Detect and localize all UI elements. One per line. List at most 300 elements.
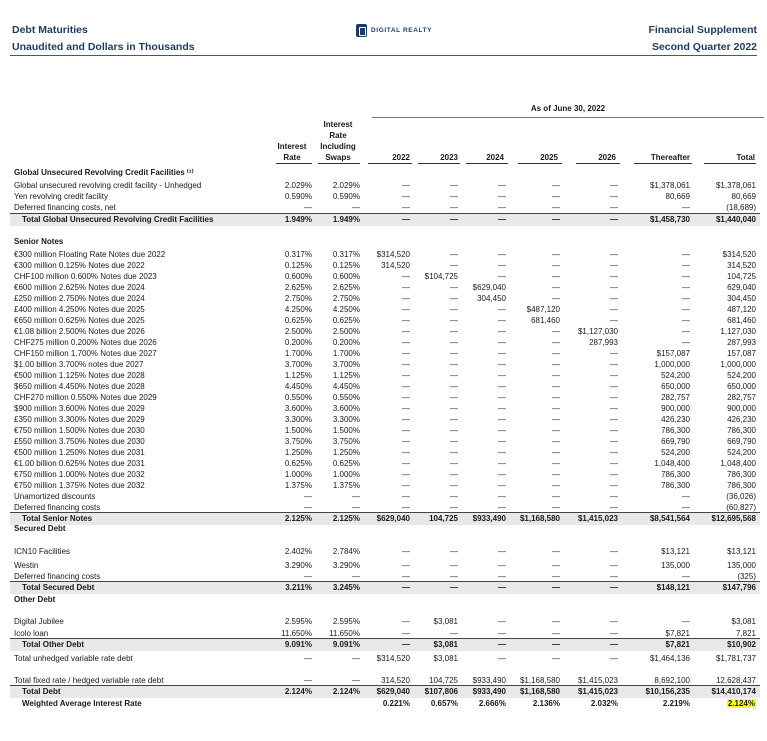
- cell-y2025: —: [552, 629, 560, 638]
- cell-y2025: —: [552, 338, 560, 347]
- row-label: Senior Notes: [14, 237, 64, 246]
- cell-thereafter: —: [682, 327, 690, 336]
- cell-thereafter: —: [682, 338, 690, 347]
- cell-y2025: —: [552, 192, 560, 201]
- cell-y2026: $1,127,030: [577, 327, 618, 336]
- cell-swaps: 0.590%: [332, 192, 360, 201]
- section-heading: [10, 167, 760, 178]
- cell-rate: 3.211%: [285, 583, 312, 592]
- cell-total: 287,993: [727, 338, 756, 347]
- cell-y2023: —: [450, 250, 458, 259]
- cell-y2026: 2.032%: [590, 699, 618, 708]
- cell-y2026: —: [610, 561, 618, 570]
- cell-y2026: —: [610, 448, 618, 457]
- cell-y2026: —: [610, 192, 618, 201]
- cell-thereafter: —: [682, 503, 690, 512]
- row-label: CHF150 million 1.700% Notes due 2027: [14, 349, 157, 358]
- cell-y2023: 104,725: [429, 514, 458, 523]
- cell-thereafter: 524,200: [661, 371, 690, 380]
- cell-y2022: —: [402, 349, 410, 358]
- cell-thereafter: —: [682, 203, 690, 212]
- row-label: CHF275 million 0.200% Notes due 2026: [14, 338, 157, 347]
- cell-y2024: —: [498, 181, 506, 190]
- cell-swaps: 0.317%: [332, 250, 360, 259]
- cell-swaps: —: [352, 503, 360, 512]
- cell-swaps: 4.450%: [332, 382, 360, 391]
- cell-rate: 2.625%: [284, 283, 312, 292]
- table-row: [10, 458, 760, 469]
- cell-rate: 3.290%: [284, 561, 312, 570]
- cell-total: 786,300: [727, 470, 756, 479]
- cell-total: $3,081: [731, 617, 756, 626]
- cell-swaps: 3.245%: [332, 583, 360, 592]
- col-header-2025: 2025: [540, 153, 558, 162]
- cell-thereafter: 786,300: [661, 470, 690, 479]
- cell-y2023: $3,081: [433, 617, 458, 626]
- cell-total: 12,628,437: [715, 676, 756, 685]
- cell-rate: 11.650%: [281, 629, 312, 638]
- cell-y2023: —: [450, 426, 458, 435]
- section-heading: [10, 594, 760, 605]
- cell-y2025: —: [552, 203, 560, 212]
- cell-rate: 4.250%: [284, 305, 312, 314]
- cell-y2025: —: [552, 426, 560, 435]
- cell-y2026: —: [610, 617, 618, 626]
- cell-total: 304,450: [727, 294, 756, 303]
- cell-y2024: —: [498, 437, 506, 446]
- row-label: £550 million 3.750% Notes due 2030: [14, 437, 145, 446]
- cell-y2024: —: [498, 215, 506, 224]
- cell-rate: 1.949%: [284, 215, 312, 224]
- cell-y2025: —: [552, 404, 560, 413]
- cell-thereafter: 900,000: [661, 404, 690, 413]
- cell-total: 786,300: [727, 481, 756, 490]
- cell-rate: —: [304, 503, 312, 512]
- cell-y2026: —: [610, 654, 618, 663]
- cell-swaps: 2.029%: [332, 181, 360, 190]
- cell-y2026: —: [610, 583, 618, 592]
- row-label: Total Senior Notes: [22, 514, 93, 523]
- cell-total: 426,230: [727, 415, 756, 424]
- cell-rate: —: [304, 492, 312, 501]
- cell-y2023: —: [450, 215, 458, 224]
- row-label: €650 million 0.625% Notes due 2025: [14, 316, 145, 325]
- cell-y2023: 104,725: [429, 676, 458, 685]
- cell-y2024: —: [498, 572, 506, 581]
- cell-y2026: $1,415,023: [577, 687, 618, 696]
- cell-thereafter: $8,541,564: [649, 514, 690, 523]
- cell-swaps: 0.550%: [332, 393, 360, 402]
- cell-swaps: 3.750%: [332, 437, 360, 446]
- cell-y2025: —: [552, 382, 560, 391]
- cell-total: $314,520: [722, 250, 756, 259]
- cell-total: 1,048,400: [720, 459, 756, 468]
- row-label: €750 million 1.500% Notes due 2030: [14, 426, 145, 435]
- cell-y2025: —: [552, 181, 560, 190]
- cell-swaps: —: [352, 492, 360, 501]
- cell-y2026: —: [610, 426, 618, 435]
- cell-y2022: —: [402, 360, 410, 369]
- cell-thereafter: 650,000: [661, 382, 690, 391]
- cell-y2026: —: [610, 629, 618, 638]
- row-label: Total Other Debt: [22, 640, 85, 649]
- cell-y2025: —: [552, 283, 560, 292]
- cell-y2025: $1,168,580: [519, 687, 560, 696]
- cell-y2024: —: [498, 561, 506, 570]
- cell-total: (36,026): [726, 492, 756, 501]
- supplement-period: Second Quarter 2022: [651, 41, 757, 53]
- cell-y2022: —: [402, 338, 410, 347]
- cell-y2026: —: [610, 459, 618, 468]
- cell-y2023: —: [450, 203, 458, 212]
- cell-y2022: —: [402, 404, 410, 413]
- cell-y2022: —: [402, 327, 410, 336]
- cell-thereafter: —: [682, 294, 690, 303]
- col-header-thereafter: Thereafter: [650, 153, 690, 162]
- row-label: Deferred financing costs: [14, 572, 101, 581]
- cell-y2026: —: [610, 437, 618, 446]
- cell-y2023: $107,806: [424, 687, 458, 696]
- cell-y2025: —: [552, 481, 560, 490]
- cell-y2025: —: [552, 448, 560, 457]
- cell-y2025: —: [552, 371, 560, 380]
- cell-y2022: $629,040: [376, 687, 410, 696]
- row-label: Total fixed rate / hedged variable rate debt: [14, 676, 164, 685]
- cell-y2022: —: [402, 272, 410, 281]
- cell-total: (18,689): [726, 203, 756, 212]
- cell-y2026: —: [610, 393, 618, 402]
- cell-y2024: —: [498, 371, 506, 380]
- cell-thereafter: $157,087: [656, 349, 690, 358]
- cell-y2024: $933,490: [472, 676, 506, 685]
- cell-total: 786,300: [727, 426, 756, 435]
- cell-thereafter: 80,669: [665, 192, 690, 201]
- cell-rate: 3.600%: [284, 404, 312, 413]
- cell-total: 669,790: [727, 437, 756, 446]
- cell-rate: 3.300%: [284, 415, 312, 424]
- cell-y2024: $933,490: [472, 687, 506, 696]
- cell-y2022: —: [402, 393, 410, 402]
- cell-y2024: —: [498, 654, 506, 663]
- cell-y2022: $314,520: [376, 250, 410, 259]
- weighted-average-row: [10, 698, 760, 709]
- total-row: [10, 639, 760, 651]
- cell-y2025: —: [552, 415, 560, 424]
- cell-total: 629,040: [727, 283, 756, 292]
- cell-y2025: —: [552, 583, 560, 592]
- cell-y2026: —: [610, 360, 618, 369]
- row-label: Total Global Unsecured Revolving Credit Facilities: [22, 215, 214, 224]
- cell-y2023: —: [450, 360, 458, 369]
- cell-rate: 4.450%: [284, 382, 312, 391]
- cell-y2023: —: [450, 459, 458, 468]
- cell-y2024: $933,490: [472, 514, 506, 523]
- cell-thereafter: 1,048,400: [654, 459, 690, 468]
- cell-total: $10,902: [727, 640, 756, 649]
- col-header-swaps: Interest Rate Including Swaps: [320, 120, 356, 162]
- cell-y2022: —: [402, 203, 410, 212]
- cell-rate: 2.750%: [284, 294, 312, 303]
- cell-rate: 1.375%: [284, 481, 312, 490]
- table-row: [10, 315, 760, 326]
- table-row: [10, 293, 760, 304]
- row-label: CHF270 million 0.550% Notes due 2029: [14, 393, 157, 402]
- cell-y2026: —: [610, 503, 618, 512]
- cell-y2024: —: [498, 503, 506, 512]
- cell-total: 314,520: [727, 261, 756, 270]
- table-row: [10, 326, 760, 337]
- cell-y2026: $1,415,023: [577, 676, 618, 685]
- row-label: Secured Debt: [14, 524, 66, 533]
- total-row: [10, 582, 760, 594]
- cell-rate: 0.317%: [284, 250, 312, 259]
- cell-total: 80,669: [731, 192, 756, 201]
- cell-y2024: —: [498, 338, 506, 347]
- row-label: Total unhedged variable rate debt: [14, 654, 133, 663]
- cell-y2024: 2.666%: [478, 699, 506, 708]
- row-label: Deferred financing costs: [14, 503, 101, 512]
- cell-y2022: $629,040: [376, 514, 410, 523]
- cell-swaps: 2.125%: [332, 514, 360, 523]
- cell-y2022: —: [402, 547, 410, 556]
- cell-y2024: —: [498, 192, 506, 201]
- table-row: [10, 469, 760, 480]
- cell-y2022: —: [402, 371, 410, 380]
- cell-y2026: —: [610, 371, 618, 380]
- cell-y2022: —: [402, 561, 410, 570]
- cell-swaps: 0.200%: [332, 338, 360, 347]
- cell-y2023: —: [450, 382, 458, 391]
- section-heading: [10, 236, 760, 247]
- cell-thereafter: $13,121: [661, 547, 690, 556]
- row-label: €500 million 1.125% Notes due 2028: [14, 371, 145, 380]
- cell-rate: 3.750%: [284, 437, 312, 446]
- cell-y2022: 314,520: [381, 261, 410, 270]
- cell-y2022: —: [402, 415, 410, 424]
- cell-thereafter: —: [682, 272, 690, 281]
- cell-swaps: 2.500%: [332, 327, 360, 336]
- cell-y2026: $1,415,023: [577, 514, 618, 523]
- cell-rate: 9.091%: [284, 640, 312, 649]
- cell-rate: 2.402%: [284, 547, 312, 556]
- cell-y2025: —: [552, 503, 560, 512]
- cell-swaps: 2.625%: [332, 283, 360, 292]
- cell-y2025: —: [552, 617, 560, 626]
- cell-y2022: —: [402, 481, 410, 490]
- cell-y2025: —: [552, 327, 560, 336]
- cell-total: $12,695,568: [711, 514, 756, 523]
- cell-thereafter: —: [682, 283, 690, 292]
- cell-y2025: —: [552, 250, 560, 259]
- cell-y2025: —: [552, 640, 560, 649]
- cell-swaps: 0.625%: [332, 459, 360, 468]
- row-label: ICN10 Facilities: [14, 547, 71, 556]
- cell-y2022: —: [402, 316, 410, 325]
- cell-thereafter: 524,200: [661, 448, 690, 457]
- cell-y2026: —: [610, 316, 618, 325]
- cell-swaps: 3.290%: [332, 561, 360, 570]
- cell-rate: 0.625%: [284, 459, 312, 468]
- cell-rate: 1.250%: [284, 448, 312, 457]
- cell-swaps: 0.600%: [332, 272, 360, 281]
- table-row: [10, 249, 760, 260]
- cell-y2022: —: [402, 470, 410, 479]
- table-row: [10, 436, 760, 447]
- table-row: [10, 425, 760, 436]
- table-row: [10, 337, 760, 348]
- cell-y2024: —: [498, 492, 506, 501]
- cell-total: (60,827): [726, 503, 756, 512]
- cell-y2024: 304,450: [477, 294, 506, 303]
- table-row: [10, 653, 760, 664]
- cell-total: 282,757: [727, 393, 756, 402]
- col-header-2026: 2026: [598, 153, 616, 162]
- cell-y2026: —: [610, 572, 618, 581]
- cell-thereafter: $148,121: [656, 583, 690, 592]
- cell-total: [686, 698, 756, 709]
- cell-thereafter: $7,821: [665, 640, 690, 649]
- row-label: Global unsecured revolving credit facility - Unhedged: [14, 181, 202, 190]
- cell-swaps: 3.600%: [332, 404, 360, 413]
- as-of-heading: As of June 30, 2022: [530, 104, 606, 113]
- cell-total: 135,000: [727, 561, 756, 570]
- cell-y2025: —: [552, 261, 560, 270]
- cell-rate: 0.600%: [284, 272, 312, 281]
- cell-y2024: —: [498, 382, 506, 391]
- cell-total: $1,440,040: [715, 215, 756, 224]
- cell-swaps: —: [352, 572, 360, 581]
- logo-text: DIGITAL REALTY: [371, 27, 433, 34]
- cell-rate: 2.029%: [284, 181, 312, 190]
- cell-y2026: —: [610, 305, 618, 314]
- cell-rate: —: [304, 203, 312, 212]
- cell-rate: —: [304, 676, 312, 685]
- section-heading: [10, 523, 760, 534]
- cell-y2024: —: [498, 393, 506, 402]
- cell-y2023: —: [450, 305, 458, 314]
- cell-swaps: 1.375%: [332, 481, 360, 490]
- cell-y2026: —: [610, 415, 618, 424]
- cell-y2024: —: [498, 360, 506, 369]
- row-label: Unamortized discounts: [14, 492, 96, 501]
- cell-y2024: —: [498, 327, 506, 336]
- cell-y2025: 681,460: [531, 316, 560, 325]
- cell-y2025: $1,168,580: [519, 676, 560, 685]
- row-label: €750 million 1.375% Notes due 2032: [14, 481, 145, 490]
- row-label: €500 million 1.250% Notes due 2031: [14, 448, 145, 457]
- cell-y2025: —: [552, 272, 560, 281]
- cell-y2024: —: [498, 349, 506, 358]
- cell-total: 650,000: [727, 382, 756, 391]
- cell-y2026: —: [610, 215, 618, 224]
- cell-rate: 2.500%: [284, 327, 312, 336]
- cell-y2024: —: [498, 459, 506, 468]
- cell-thereafter: 426,230: [661, 415, 690, 424]
- cell-y2023: $3,081: [433, 640, 458, 649]
- cell-swaps: —: [352, 203, 360, 212]
- cell-thereafter: 135,000: [661, 561, 690, 570]
- cell-rate: 2.124%: [284, 687, 312, 696]
- cell-rate: 0.590%: [284, 192, 312, 201]
- cell-thereafter: —: [682, 617, 690, 626]
- table-row: [10, 546, 760, 557]
- col-header-2024: 2024: [486, 153, 504, 162]
- cell-y2022: —: [402, 492, 410, 501]
- cell-y2022: —: [402, 617, 410, 626]
- cell-y2023: —: [450, 561, 458, 570]
- cell-y2025: —: [552, 492, 560, 501]
- cell-rate: —: [304, 654, 312, 663]
- cell-y2026: —: [610, 250, 618, 259]
- cell-total: 524,200: [727, 448, 756, 457]
- cell-y2023: —: [450, 481, 458, 490]
- row-label: Weighted Average Interest Rate: [22, 699, 142, 708]
- cell-y2026: —: [610, 261, 618, 270]
- cell-y2022: —: [402, 283, 410, 292]
- cell-y2023: —: [450, 492, 458, 501]
- cell-thereafter: 786,300: [661, 426, 690, 435]
- cell-y2026: —: [610, 181, 618, 190]
- cell-y2025: —: [552, 470, 560, 479]
- cell-thereafter: $1,378,061: [649, 181, 690, 190]
- row-label: €300 million 0.125% Notes due 2022: [14, 261, 145, 270]
- cell-rate: 2.595%: [284, 617, 312, 626]
- cell-y2023: —: [450, 572, 458, 581]
- cell-swaps: 2.595%: [332, 617, 360, 626]
- row-label: $1.00 billion 3.700% notes due 2027: [14, 360, 144, 369]
- cell-y2023: —: [450, 470, 458, 479]
- cell-y2022: —: [402, 192, 410, 201]
- cell-y2022: —: [402, 640, 410, 649]
- cell-y2024: —: [498, 640, 506, 649]
- cell-swaps: 3.700%: [332, 360, 360, 369]
- cell-y2025: 2.136%: [532, 699, 560, 708]
- cell-y2024: —: [498, 617, 506, 626]
- cell-thereafter: $7,821: [665, 629, 690, 638]
- cell-y2026: —: [610, 272, 618, 281]
- row-label: Icolo loan: [14, 629, 49, 638]
- cell-y2023: —: [450, 338, 458, 347]
- col-header-total: Total: [736, 153, 755, 162]
- cell-y2025: —: [552, 459, 560, 468]
- cell-y2023: —: [450, 349, 458, 358]
- cell-total: 157,087: [727, 349, 756, 358]
- cell-y2025: —: [552, 561, 560, 570]
- cell-thereafter: 1,000,000: [654, 360, 690, 369]
- cell-rate: 3.700%: [284, 360, 312, 369]
- cell-y2022: —: [402, 382, 410, 391]
- cell-y2023: —: [450, 448, 458, 457]
- cell-y2022: 314,520: [381, 676, 410, 685]
- cell-y2024: —: [498, 583, 506, 592]
- cell-y2022: —: [402, 448, 410, 457]
- cell-total: 900,000: [727, 404, 756, 413]
- table-row: [10, 271, 760, 282]
- cell-rate: 1.500%: [284, 426, 312, 435]
- cell-swaps: 0.125%: [332, 261, 360, 270]
- cell-swaps: 1.949%: [332, 215, 360, 224]
- cell-y2025: —: [552, 294, 560, 303]
- cell-y2023: —: [450, 316, 458, 325]
- cell-y2022: —: [402, 305, 410, 314]
- cell-y2023: —: [450, 404, 458, 413]
- cell-y2024: —: [498, 203, 506, 212]
- col-header-rate: Interest Rate: [277, 142, 307, 162]
- row-label: Yen revolving credit facility: [14, 192, 108, 201]
- table-row: [10, 304, 760, 315]
- cell-y2022: —: [402, 572, 410, 581]
- cell-y2023: —: [450, 393, 458, 402]
